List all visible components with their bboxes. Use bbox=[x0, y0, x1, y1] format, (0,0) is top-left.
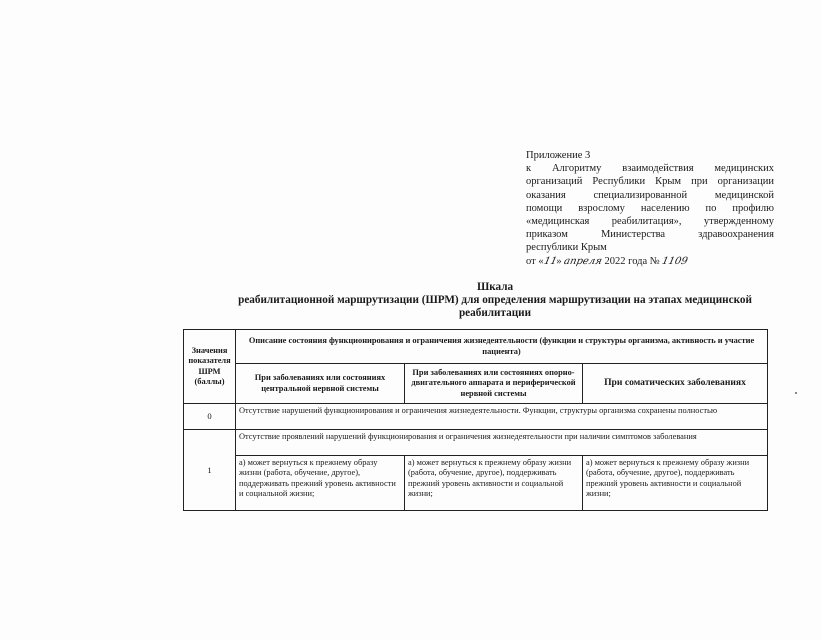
row-description: Отсутствие нарушений функционирования и ограничения жизнедеятельности. Функции, структуры организма сохранены полностью bbox=[236, 404, 768, 430]
date-prefix: от « bbox=[526, 255, 544, 267]
date-month: апреля bbox=[563, 255, 604, 267]
title-line-2: реабилитационной маршрутизации (ШРМ) для определения маршрутизации на этапах медицинской bbox=[238, 294, 752, 306]
title-line-1: Шкала bbox=[476, 281, 514, 293]
date-day: 11 bbox=[542, 255, 558, 267]
sub-header-cns: При заболеваниях или состояниях центральной нервной системы bbox=[236, 364, 405, 404]
row-cell-somatic: а) может вернуться к прежнему образу жизни (работа, обучение, другое), поддерживать прежний уровень активности и социальной жизни; bbox=[583, 456, 768, 511]
row-cell-cns: а) может вернуться к прежнему образу жизни (работа, обучение, другое), поддерживать прежний уровень активности и социальной жизни; bbox=[236, 456, 405, 511]
document-title bbox=[230, 281, 760, 320]
title-line-3: реабилитации bbox=[458, 307, 532, 319]
date-year: 2022 года № bbox=[601, 255, 663, 267]
appendix-line-1: Приложение 3 bbox=[526, 150, 591, 161]
date-mid: » bbox=[556, 255, 565, 267]
appendix-line-2: к Алгоритму взаимодействия медицинских bbox=[526, 163, 774, 175]
scan-speck bbox=[795, 392, 797, 394]
score-cell: 0 bbox=[184, 404, 236, 430]
row-cell-musculoskeletal: а) может вернуться к прежнему образу жизни (работа, обучение, другое), поддерживать прежний уровень активности и социальной жизни; bbox=[405, 456, 583, 511]
order-number: 1109 bbox=[661, 255, 690, 267]
order-date-line bbox=[526, 255, 774, 268]
appendix-line-4: оказания специализированной медицинской bbox=[526, 189, 774, 201]
shrm-table bbox=[183, 329, 768, 511]
appendix-line-5: помощи взрослому населению по профилю bbox=[526, 202, 774, 214]
appendix-line-6: «медицинская реабилитация», утвержденному bbox=[526, 216, 774, 228]
col-header-description: Описание состояния функционирования и ограничения жизнедеятельности (функции и структуры организма, активность и участие пациента) bbox=[236, 330, 768, 364]
appendix-line-8: республики Крым bbox=[526, 242, 607, 254]
appendix-block bbox=[526, 149, 774, 268]
sub-header-somatic: При соматических заболеваниях bbox=[583, 364, 768, 404]
score-cell: 1 bbox=[184, 430, 236, 511]
appendix-line-3: организаций Республики Крым при организации bbox=[526, 176, 774, 188]
row-description: Отсутствие проявлений нарушений функционирования и ограничения жизнедеятельности при наличии симптомов заболевания bbox=[236, 430, 768, 456]
sub-header-musculoskeletal: При заболеваниях или состояниях опорно-двигательного аппарата и периферической нервной системы bbox=[405, 364, 583, 404]
appendix-line-7: приказом Министерства здравоохранения bbox=[526, 229, 774, 241]
col-header-value: Значения показателя ШРМ (баллы) bbox=[184, 330, 236, 404]
